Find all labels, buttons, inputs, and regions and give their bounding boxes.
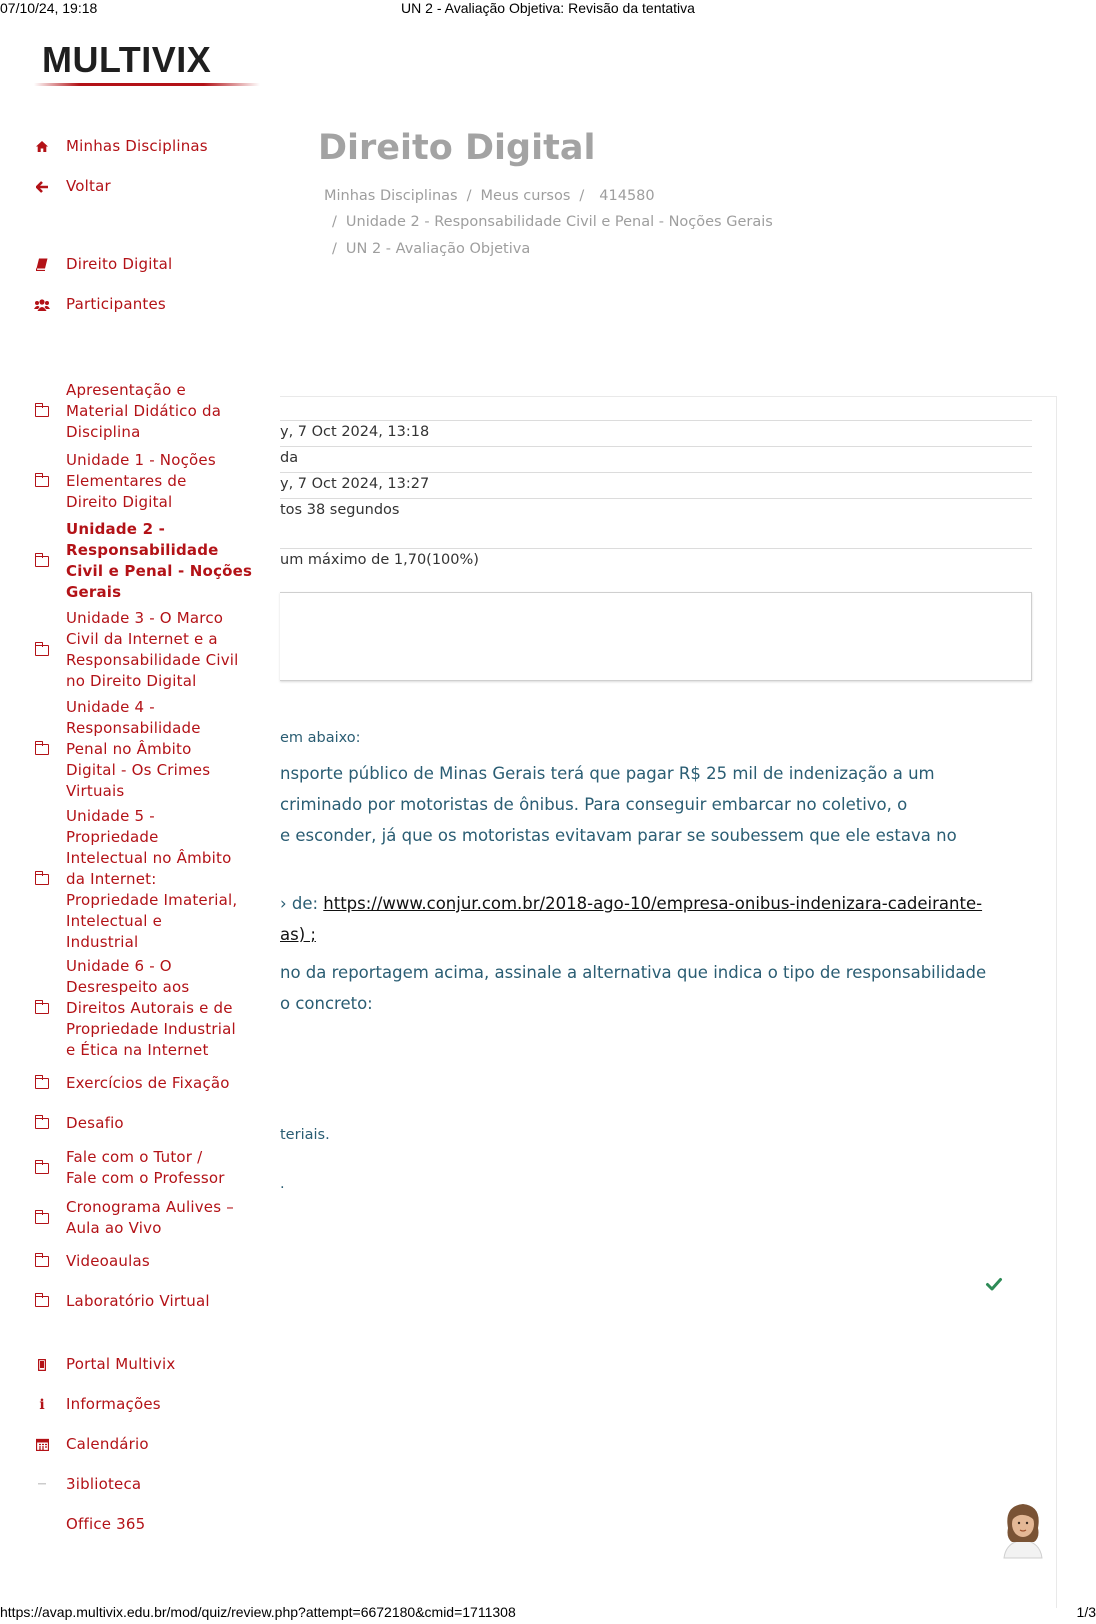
- feedback-box: [280, 592, 1032, 681]
- folder-icon-shape: [35, 1078, 49, 1089]
- office-icon: [34, 1517, 50, 1533]
- breadcrumb-item-minhas-disciplinas[interactable]: Minhas Disciplinas: [324, 188, 458, 204]
- sidebar-section-label-line: Unidade 2 -: [66, 520, 166, 538]
- sidebar-section-label-line: Responsabilidade Civil: [66, 651, 239, 669]
- print-page-number: 1/3: [1076, 1604, 1096, 1620]
- arrow-left-icon: [34, 179, 50, 195]
- question-source-line-2: [280, 925, 316, 944]
- sidebar-section-label-line: Unidade 6 - O: [66, 957, 172, 975]
- sidebar-section-item[interactable]: [34, 1147, 254, 1189]
- sidebar-item-voltar[interactable]: [34, 176, 254, 197]
- folder-icon: [34, 404, 50, 420]
- breadcrumb-line-2: [332, 214, 773, 230]
- sidebar-section-label-line: Propriedade: [66, 828, 159, 846]
- library-icon: [34, 1477, 50, 1493]
- sidebar-section-label-line: Intelectual no Âmbito: [66, 849, 232, 867]
- sidebar-section-label: [66, 608, 239, 692]
- sidebar-section-label-line: Gerais: [66, 583, 122, 601]
- sidebar-section-label-line: Propriedade Industrial: [66, 1020, 236, 1038]
- breadcrumb-item-unidade-2[interactable]: Unidade 2 - Responsabilidade Civil e Penal - Noções Gerais: [345, 214, 773, 230]
- question-text-line: criminado por motoristas de ônibus. Para conseguir embarcar no coletivo, o: [280, 795, 908, 814]
- sidebar-item-direito-digital[interactable]: [34, 254, 254, 275]
- breadcrumb-separator: /: [332, 241, 337, 257]
- multivix-logo[interactable]: [30, 40, 256, 90]
- sidebar-section-label-line: Intelectual e: [66, 912, 163, 930]
- breadcrumb-separator: /: [466, 188, 472, 204]
- source-link-continued[interactable]: as) ;: [280, 925, 316, 944]
- folder-icon: [34, 1001, 50, 1017]
- calendar-icon: [34, 1437, 50, 1453]
- sidebar-section-label-line: Unidade 3 - O Marco: [66, 609, 224, 627]
- sidebar-section-label-line: Responsabilidade: [66, 719, 201, 737]
- sidebar-section-label: [66, 1073, 230, 1094]
- check-icon: [985, 1275, 1003, 1293]
- mobile-icon: [34, 1357, 50, 1373]
- folder-icon-shape: [35, 1163, 49, 1174]
- sidebar-section-label-line: Elementares de: [66, 472, 187, 490]
- breadcrumb-item-meus-cursos[interactable]: Meus cursos: [480, 188, 571, 204]
- question-text-line: e esconder, já que os motoristas evitavam parar se soubessem que ele estava no: [280, 826, 957, 845]
- sidebar-section-label: [66, 380, 221, 443]
- sidebar-section-label: [66, 806, 237, 953]
- users-icon: [34, 297, 50, 313]
- sidebar-section-item[interactable]: [34, 450, 254, 513]
- folder-icon-shape: [35, 1003, 49, 1014]
- divider: [280, 498, 1032, 499]
- sidebar-section-label-line: Apresentação e: [66, 381, 186, 399]
- breadcrumb-line-3: [332, 241, 530, 257]
- sidebar-section-label-line: Penal no Âmbito: [66, 740, 192, 758]
- sidebar-section-label-line: Disciplina: [66, 423, 141, 441]
- sidebar-section-item[interactable]: [34, 1197, 254, 1239]
- breadcrumb-item-course-id[interactable]: 414580: [599, 188, 655, 204]
- divider: [280, 548, 1032, 549]
- sidebar-section-label-line: Civil e Penal - Noções: [66, 562, 253, 580]
- book-icon: [34, 257, 50, 273]
- home-icon: [34, 139, 50, 155]
- folder-icon-shape: [35, 556, 49, 567]
- sidebar-section-label-line: Unidade 1 - Noções: [66, 451, 216, 469]
- sidebar-item-biblioteca[interactable]: [34, 1474, 254, 1495]
- sidebar-section-label: [66, 1113, 124, 1134]
- sidebar-item-minhas-disciplinas[interactable]: [34, 136, 254, 157]
- sidebar-section-label: [66, 1147, 225, 1189]
- attempt-grade: um máximo de 1,70(100%): [280, 552, 479, 568]
- question-prompt: no da reportagem acima, assinale a alternativa que indica o tipo de responsabilidade: [280, 963, 987, 982]
- question-source: [280, 894, 982, 913]
- folder-icon: [34, 1294, 50, 1310]
- breadcrumb: [324, 188, 655, 204]
- folder-icon-shape: [35, 1296, 49, 1307]
- attempt-state: da: [280, 450, 299, 466]
- print-title: UN 2 - Avaliação Objetiva: Revisão da tentativa: [401, 0, 695, 16]
- sidebar-item-label: Portal Multivix: [66, 1355, 176, 1373]
- sidebar-section-label: [66, 1291, 210, 1312]
- folder-icon-shape: [35, 645, 49, 656]
- sidebar-section-label-line: Responsabilidade: [66, 541, 219, 559]
- sidebar-section-label-line: Fale com o Tutor /: [66, 1148, 203, 1166]
- answer-option-fragment-2: .: [280, 1176, 285, 1192]
- folder-icon: [34, 872, 50, 888]
- folder-icon: [34, 1076, 50, 1092]
- folder-icon-shape: [35, 476, 49, 487]
- sidebar-item-label: Calendário: [66, 1435, 149, 1453]
- sidebar-section-label-line: Laboratório Virtual: [66, 1292, 210, 1310]
- sidebar-section-label-line: Propriedade Imaterial,: [66, 891, 238, 909]
- sidebar-section-item[interactable]: [34, 380, 254, 443]
- sidebar-item-label: Office 365: [66, 1515, 146, 1533]
- logo-text: MULTIVIX: [42, 39, 212, 80]
- sidebar-section-label-line: Cronograma Aulives –: [66, 1198, 234, 1216]
- print-footer: [0, 1604, 1096, 1622]
- folder-icon: [34, 474, 50, 490]
- folder-icon-shape: [35, 744, 49, 755]
- sidebar-item-label: Minhas Disciplinas: [66, 137, 208, 155]
- sidebar-section-item[interactable]: [34, 806, 254, 953]
- sidebar-section-label-line: Exercícios de Fixação: [66, 1074, 230, 1092]
- divider: [280, 446, 1032, 447]
- logo-underline: [34, 83, 260, 86]
- course-title: Direito Digital: [318, 128, 596, 168]
- sidebar-section-label: [66, 519, 252, 603]
- breadcrumb-item-avaliacao[interactable]: UN 2 - Avaliação Objetiva: [345, 241, 531, 257]
- sidebar-section-label-line: Direito Digital: [66, 493, 173, 511]
- sidebar-section-label-line: Industrial: [66, 933, 139, 951]
- sidebar-section-label-line: da Internet:: [66, 870, 157, 888]
- print-url: https://avap.multivix.edu.br/mod/quiz/review.php?attempt=6672180&cmid=1711308: [0, 1604, 516, 1620]
- folder-icon-shape: [35, 406, 49, 417]
- answer-option-fragment: teriais.: [280, 1127, 330, 1143]
- folder-icon: [34, 553, 50, 569]
- question-text-line: nsporte público de Minas Gerais terá que pagar R$ 25 mil de indenização a um: [280, 764, 935, 783]
- print-timestamp: 07/10/24, 19:18: [0, 0, 98, 16]
- sidebar-section-item[interactable]: [34, 608, 254, 692]
- source-prefix: › de:: [280, 894, 324, 913]
- sidebar-section-item[interactable]: [34, 1251, 254, 1272]
- sidebar-section-label: [66, 956, 236, 1061]
- breadcrumb-separator: /: [332, 214, 337, 230]
- sidebar-section-item[interactable]: [34, 956, 254, 1061]
- sidebar-section-label: [66, 450, 216, 513]
- folder-icon-shape: [35, 1256, 49, 1267]
- sidebar-section-label-line: Direitos Autorais e de: [66, 999, 233, 1017]
- sidebar-section-label-line: Desafio: [66, 1114, 124, 1132]
- sidebar-section-label-line: Civil da Internet e a: [66, 630, 218, 648]
- print-header: [0, 0, 1096, 18]
- source-link[interactable]: https://www.conjur.com.br/2018-ago-10/empresa-onibus-indenizara-cadeirante-: [323, 894, 983, 913]
- folder-icon: [34, 642, 50, 658]
- sidebar-item-portal-multivix[interactable]: [34, 1354, 254, 1375]
- sidebar-item-office-365[interactable]: [34, 1514, 254, 1535]
- sidebar-section-item[interactable]: [34, 1113, 254, 1134]
- breadcrumb-separator: /: [579, 188, 585, 204]
- folder-icon-shape: [35, 1213, 49, 1224]
- sidebar-section-label-line: Digital - Os Crimes: [66, 761, 211, 779]
- sidebar-item-participantes[interactable]: [34, 294, 254, 315]
- folder-icon: [34, 1254, 50, 1270]
- sidebar-section-label-line: e Ética na Internet: [66, 1041, 209, 1059]
- sidebar-section-label-line: Unidade 5 -: [66, 807, 155, 825]
- sidebar-section-label-line: Unidade 4 -: [66, 698, 155, 716]
- folder-icon-shape: [35, 874, 49, 885]
- folder-icon: [34, 742, 50, 758]
- sidebar-item-label: Informações: [66, 1395, 161, 1413]
- folder-icon: [34, 1160, 50, 1176]
- sidebar-section-label-line: Material Didático da: [66, 402, 222, 420]
- question-prompt-line-2: o concreto:: [280, 994, 373, 1013]
- sidebar-item-label: Participantes: [66, 295, 166, 313]
- sidebar-section-label-line: no Direito Digital: [66, 672, 197, 690]
- folder-icon: [34, 1210, 50, 1226]
- divider: [280, 472, 1032, 473]
- sidebar-section-label-line: Videoaulas: [66, 1252, 150, 1270]
- info-icon: i: [39, 1396, 45, 1413]
- sidebar-section-label: [66, 697, 210, 802]
- sidebar-section-label: [66, 1251, 150, 1272]
- sidebar-section-label: [66, 1197, 234, 1239]
- sidebar-section-label-line: Desrespeito aos: [66, 978, 190, 996]
- sidebar-section-item[interactable]: [34, 697, 254, 802]
- sidebar-section-label-line: Virtuais: [66, 782, 125, 800]
- sidebar-item-informacoes[interactable]: [34, 1394, 254, 1415]
- divider: [280, 420, 1032, 421]
- sidebar-section-label-line: Fale com o Professor: [66, 1169, 225, 1187]
- sidebar-section-item[interactable]: [34, 519, 254, 603]
- question-intro: em abaixo:: [280, 730, 361, 746]
- attempt-completed: y, 7 Oct 2024, 13:27: [280, 476, 430, 492]
- sidebar-item-calendario[interactable]: [34, 1434, 254, 1455]
- sidebar-item-label: 3iblioteca: [66, 1475, 142, 1493]
- folder-icon: [34, 1116, 50, 1132]
- sidebar-item-label: Voltar: [66, 177, 111, 195]
- review-panel: [280, 396, 1057, 1608]
- sidebar-section-item[interactable]: [34, 1073, 254, 1094]
- attempt-started: y, 7 Oct 2024, 13:18: [280, 424, 430, 440]
- sidebar-section-label-line: Aula ao Vivo: [66, 1219, 162, 1237]
- sidebar-item-label: Direito Digital: [66, 255, 173, 273]
- attempt-duration: tos 38 segundos: [280, 502, 400, 518]
- sidebar-section-item[interactable]: [34, 1291, 254, 1312]
- folder-icon-shape: [35, 1118, 49, 1129]
- assistant-avatar[interactable]: [998, 1498, 1048, 1560]
